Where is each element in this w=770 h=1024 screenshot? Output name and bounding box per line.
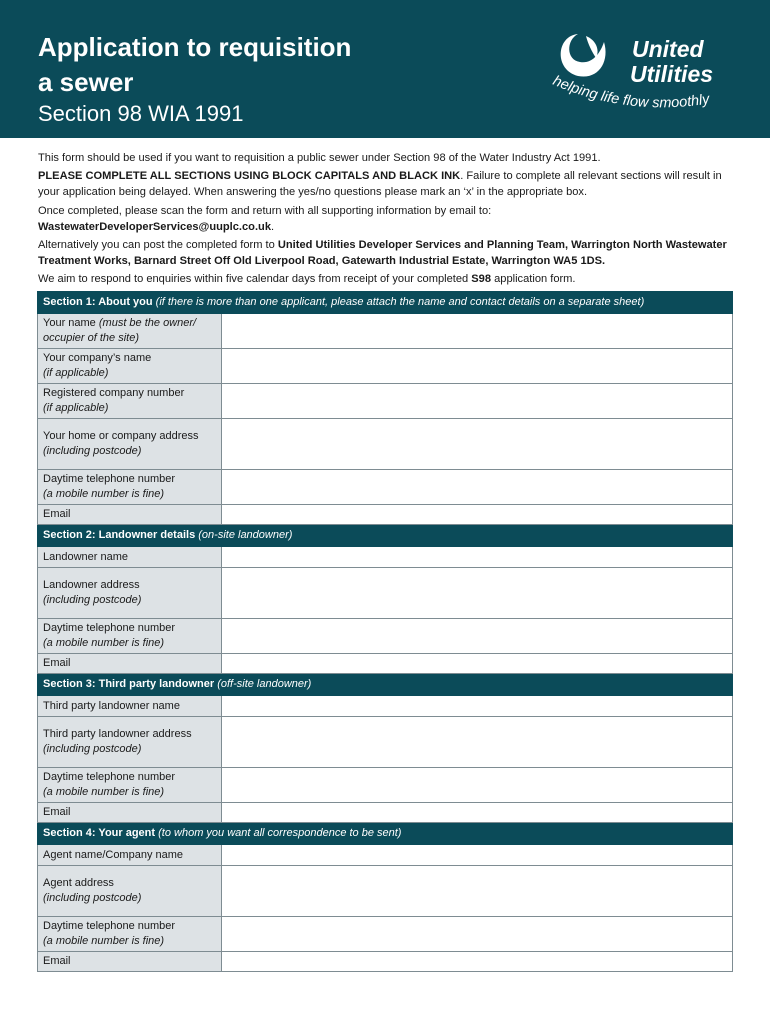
s1-phone-row: Daytime telephone number (a mobile number is fine) bbox=[38, 470, 733, 505]
s2-email-field[interactable] bbox=[222, 654, 733, 674]
s2-name-row: Landowner name bbox=[38, 547, 733, 568]
s3-address-row: Third party landowner address (including postcode) bbox=[38, 717, 733, 768]
s2-address-row: Landowner address (including postcode) bbox=[38, 568, 733, 619]
s4-email-row: Email bbox=[38, 952, 733, 972]
page-title: Application to requisition a sewer bbox=[38, 32, 352, 97]
s4-phone-field[interactable] bbox=[222, 917, 733, 952]
s1-name-row: Your name (must be the owner/ occupier of the site) bbox=[38, 314, 733, 349]
s2-address-field[interactable] bbox=[222, 568, 733, 619]
s4-phone-row: Daytime telephone number (a mobile number is fine) bbox=[38, 917, 733, 952]
s3-email-field[interactable] bbox=[222, 803, 733, 823]
s1-email-field[interactable] bbox=[222, 505, 733, 525]
s4-name-field[interactable] bbox=[222, 845, 733, 866]
svg-text:United: United bbox=[632, 36, 704, 62]
section-1-header: Section 1: About you (if there is more than one applicant, please attach the name and contact details on a separate sheet) bbox=[38, 292, 733, 314]
header-banner bbox=[0, 0, 770, 138]
s1-address-row: Your home or company address (including postcode) bbox=[38, 419, 733, 470]
s1-company-field[interactable] bbox=[222, 349, 733, 384]
s1-company-row: Your company’s name (if applicable) bbox=[38, 349, 733, 384]
application-form bbox=[37, 291, 733, 972]
s4-name-row: Agent name/Company name bbox=[38, 845, 733, 866]
svg-text:helping life flow smoothly: helping life flow smoothly bbox=[550, 72, 711, 112]
s2-phone-row: Daytime telephone number (a mobile number is fine) bbox=[38, 619, 733, 654]
s3-phone-row: Daytime telephone number (a mobile number is fine) bbox=[38, 768, 733, 803]
s4-email-field[interactable] bbox=[222, 952, 733, 972]
s1-address-field[interactable] bbox=[222, 419, 733, 470]
s2-email-row: Email bbox=[38, 654, 733, 674]
s1-regnum-row: Registered company number (if applicable) bbox=[38, 384, 733, 419]
s1-phone-field[interactable] bbox=[222, 470, 733, 505]
section-3-header: Section 3: Third party landowner (off-site landowner) bbox=[38, 674, 733, 696]
contact-email: WastewaterDeveloperServices@uuplc.co.uk bbox=[38, 220, 271, 233]
s2-name-field[interactable] bbox=[222, 547, 733, 568]
s3-address-field[interactable] bbox=[222, 717, 733, 768]
page-subtitle: Section 98 WIA 1991 bbox=[38, 101, 244, 126]
s1-regnum-field[interactable] bbox=[222, 384, 733, 419]
s3-name-field[interactable] bbox=[222, 696, 733, 717]
s2-phone-field[interactable] bbox=[222, 619, 733, 654]
united-utilities-logo bbox=[548, 26, 748, 122]
svg-text:Utilities: Utilities bbox=[630, 61, 714, 87]
s3-email-row: Email bbox=[38, 803, 733, 823]
s1-name-field[interactable] bbox=[222, 314, 733, 349]
s4-address-row: Agent address (including postcode) bbox=[38, 866, 733, 917]
intro-text: This form should be used if you want to requisition a public sewer under Section 98 of the Water Industry Act 1991. PLEASE COMPLETE ALL SECTIONS USING BLOCK CAPITALS AND BLACK INK. Failure to complete all relevant sections will result in your application being delayed. When answering the yes/no questions please mark an ‘x’ in the appropriate box. Once completed, please scan the form and return with all supporting information by email to: WastewaterDeveloperServices@uuplc.co.uk. Alternatively you can post the completed form to United Utilities Developer Services and Planning Team, Warrington North Wastewater Treatment Works, Barnard Street Off Old Liverpool Road, Gatewarth Industrial Estate, Warrington WA5 1DS. We aim to respond to enquiries within five calendar days from receipt of your completed S98 application form. bbox=[38, 152, 727, 286]
s1-email-row: Email bbox=[38, 505, 733, 525]
s3-phone-field[interactable] bbox=[222, 768, 733, 803]
s4-address-field[interactable] bbox=[222, 866, 733, 917]
section-4-header: Section 4: Your agent (to whom you want all correspondence to be sent) bbox=[38, 823, 733, 845]
s3-name-row: Third party landowner name bbox=[38, 696, 733, 717]
section-2-header: Section 2: Landowner details (on-site landowner) bbox=[38, 525, 733, 547]
